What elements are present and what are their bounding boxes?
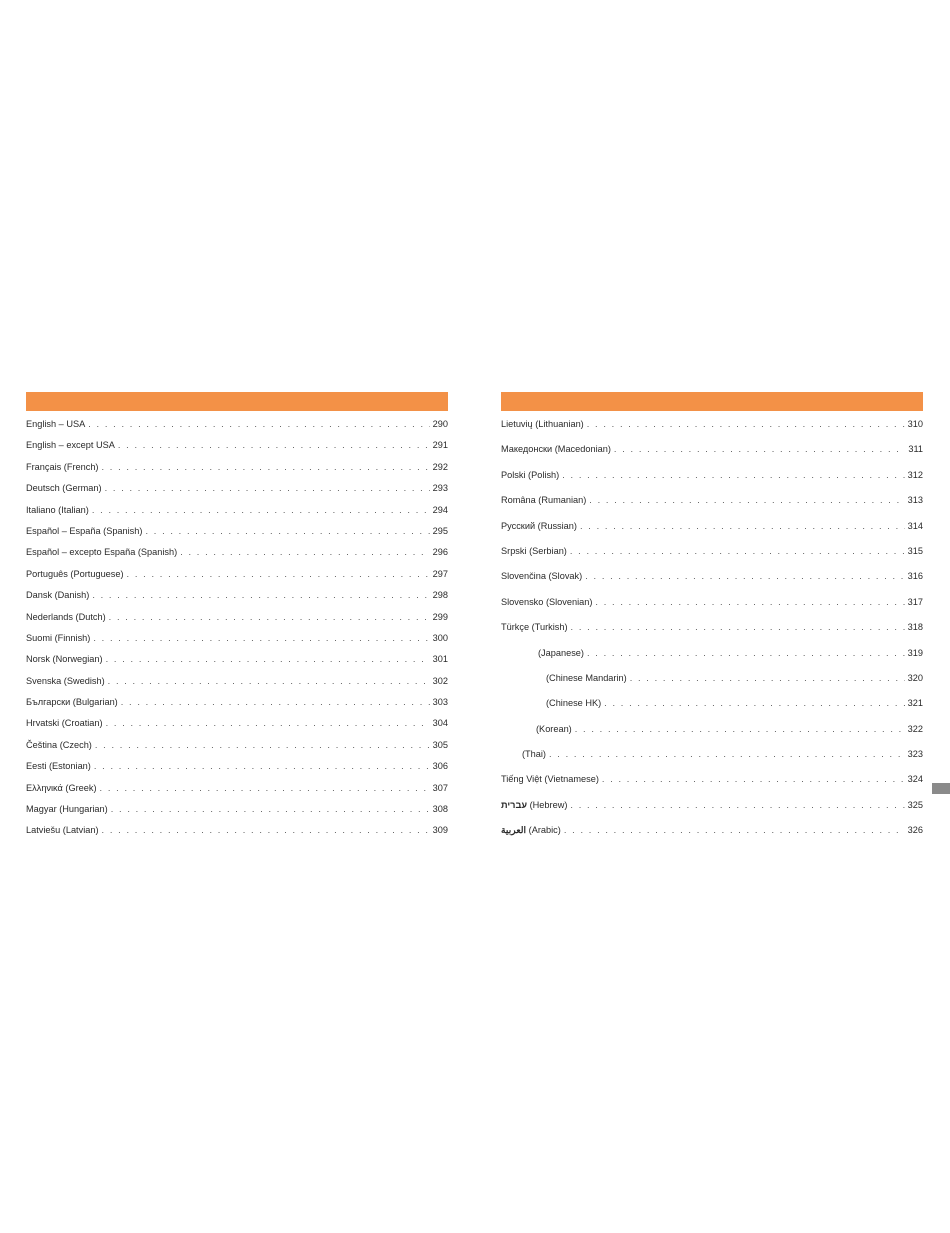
toc-entry[interactable] [26,439,448,451]
toc-entry-page-number: 301 [432,654,448,665]
toc-entry-label: Slovensko (Slovenian) [501,596,593,607]
toc-entry[interactable] [26,824,448,836]
toc-entry[interactable] [501,443,923,455]
toc-entry[interactable] [501,545,923,557]
toc-column-right [501,392,923,836]
toc-entry-page-number: 293 [432,483,448,494]
toc-entry[interactable] [26,568,448,580]
toc-entry[interactable] [501,748,923,760]
toc-entry[interactable] [26,461,448,473]
toc-entry-page-number: 324 [907,774,923,785]
toc-entry-label: Slovenčina (Slovak) [501,571,583,582]
toc-entry[interactable] [26,525,448,537]
toc-entry-label: Български (Bulgarian) [26,697,118,708]
toc-entry[interactable] [26,504,448,516]
toc-entry[interactable] [26,589,448,601]
dot-leader [145,525,429,537]
toc-entry[interactable] [26,418,448,430]
dot-leader [121,696,430,708]
toc-entry[interactable] [26,653,448,665]
header-band [26,392,448,411]
dot-leader [118,439,430,451]
toc-entry-label: Türkçe (Turkish) [501,622,568,633]
toc-entry[interactable] [501,773,923,785]
toc-entry-label: (Hebrew) [529,799,568,810]
toc-entry-page-number: 306 [432,761,448,772]
toc-entry[interactable] [501,469,923,481]
dot-leader [580,520,905,532]
toc-entry[interactable] [501,723,923,735]
toc-entry-label: Македонски (Macedonian) [501,444,611,455]
toc-entry-label: (Chinese Mandarin) [546,672,627,683]
header-band [501,392,923,411]
dot-leader [102,824,430,836]
toc-entry-page-number: 311 [908,444,923,455]
dot-leader [106,653,430,665]
dot-leader [575,723,905,735]
toc-entry-native-name: עברית [501,799,528,810]
toc-entry-label: Español – excepto España (Spanish) [26,547,178,558]
toc-list-left [26,418,448,836]
toc-entry[interactable] [26,803,448,815]
toc-entry[interactable] [26,717,448,729]
dot-leader [587,418,905,430]
dot-leader [92,504,430,516]
toc-entry-page-number: 318 [907,622,923,633]
dot-leader [602,773,905,785]
toc-entry-page-number: 320 [907,672,923,683]
toc-entry-page-number: 294 [432,504,448,515]
dot-leader [564,824,905,836]
toc-entry-label: (Korean) [536,723,572,734]
toc-entry[interactable] [26,675,448,687]
dot-leader [102,461,430,473]
dot-leader [562,469,904,481]
toc-entry-page-number: 322 [907,723,923,734]
toc-column-left [26,392,448,836]
toc-entry[interactable] [501,824,923,836]
toc-entry-page-number: 307 [432,782,448,793]
toc-entry-page-number: 323 [907,749,923,760]
toc-entry-page-number: 319 [907,647,923,658]
toc-entry-label: Suomi (Finnish) [26,632,91,643]
toc-entry[interactable] [26,632,448,644]
toc-entry-label: Svenska (Swedish) [26,675,105,686]
toc-entry-label: Latviešu (Latvian) [26,825,99,836]
toc-entry-label: (Thai) [522,749,546,760]
toc-entry-label: Português (Portuguese) [26,568,124,579]
dot-leader [589,494,904,506]
toc-entry[interactable] [501,621,923,633]
dot-leader [604,697,905,709]
toc-entry-page-number: 325 [907,799,923,810]
toc-entry-page-number: 302 [432,675,448,686]
toc-entry-label: Français (French) [26,461,99,472]
toc-entry-page-number: 315 [907,545,923,556]
toc-entry-label: Nederlands (Dutch) [26,611,106,622]
toc-entry-page-number: 292 [432,461,448,472]
dot-leader [94,760,430,772]
toc-entry-page-number: 295 [432,525,448,536]
toc-entry[interactable] [501,647,923,659]
toc-entry-label: Polski (Polish) [501,469,560,480]
toc-entry-label: Tiếng Việt (Vietnamese) [501,774,599,785]
toc-entry[interactable] [501,418,923,430]
toc-entry-label: Norsk (Norwegian) [26,654,103,665]
toc-entry-label: Русский (Russian) [501,520,577,531]
toc-entry-page-number: 326 [907,825,923,836]
toc-entry-page-number: 298 [432,590,448,601]
dot-leader [595,596,904,608]
dot-leader [127,568,430,580]
dot-leader [571,621,905,633]
toc-entry-label: Hrvatski (Croatian) [26,718,103,729]
toc-entry[interactable] [26,546,448,558]
toc-entry-page-number: 321 [907,698,923,709]
dot-leader [106,717,430,729]
toc-entry-label: (Arabic) [528,825,561,836]
dot-leader [570,545,905,557]
toc-entry-page-number: 305 [432,739,448,750]
toc-entry[interactable] [26,611,448,623]
toc-entry[interactable] [26,482,448,494]
toc-entry[interactable] [501,697,923,709]
dot-leader [100,782,430,794]
toc-entry-label: Lietuvių (Lithuanian) [501,419,584,429]
toc-entry[interactable] [26,696,448,708]
toc-entry-label: Srpski (Serbian) [501,545,567,556]
dot-leader [180,546,429,558]
toc-entry-page-number: 300 [432,632,448,643]
toc-entry-label: Español – España (Spanish) [26,525,143,536]
toc-entry-label: Čeština (Czech) [26,739,92,750]
toc-entry-page-number: 290 [432,419,448,429]
toc-entry-page-number: 303 [432,697,448,708]
toc-entry[interactable] [501,520,923,532]
dot-leader [93,632,429,644]
dot-leader [570,799,904,811]
toc-entry[interactable] [26,760,448,772]
toc-entry-page-number: 299 [432,611,448,622]
toc-entry-page-number: 304 [432,718,448,729]
toc-entry-page-number: 309 [432,825,448,836]
dot-leader [587,647,905,659]
toc-entry-label: Româna (Rumanian) [501,495,587,506]
toc-entry-page-number: 316 [907,571,923,582]
toc-entry[interactable] [501,799,923,811]
dot-leader [630,672,905,684]
toc-entry-page-number: 308 [432,804,448,815]
toc-entry-label: English – except USA [26,440,115,451]
dot-leader [585,570,904,582]
toc-entry[interactable] [501,570,923,582]
dot-leader [92,589,429,601]
dot-leader [88,418,429,430]
toc-entry-page-number: 296 [432,547,448,558]
toc-entry-page-number: 314 [907,520,923,531]
toc-entry-label: (Chinese HK) [546,698,602,709]
toc-entry-page-number: 317 [907,596,923,607]
toc-entry-label: Dansk (Danish) [26,590,90,601]
toc-entry-label: Italiano (Italian) [26,504,89,515]
toc-entry-label: Deutsch (German) [26,483,102,494]
dot-leader [111,803,430,815]
toc-entry-page-number: 312 [907,469,923,480]
toc-entry-native-name: العربية [501,825,527,836]
toc-entry[interactable] [501,672,923,684]
toc-entry-label: English – USA [26,419,86,429]
dot-leader [549,748,905,760]
toc-entry[interactable] [501,596,923,608]
dot-leader [109,611,430,623]
toc-entry[interactable] [501,494,923,506]
toc-entry-page-number: 297 [432,568,448,579]
section-tab-marker [932,783,950,794]
dot-leader [105,482,430,494]
toc-entry-page-number: 313 [907,495,923,506]
dot-leader [614,443,905,455]
toc-entry-page-number: 291 [432,440,448,451]
toc-entry-label: Eesti (Estonian) [26,761,91,772]
toc-entry-label: Magyar (Hungarian) [26,804,108,815]
dot-leader [108,675,430,687]
toc-entry-page-number: 310 [907,419,923,429]
toc-list-right [501,418,923,836]
toc-entry-label: Ελληνικά (Greek) [26,782,97,793]
dot-leader [95,739,430,751]
toc-entry[interactable] [26,782,448,794]
toc-entry-label: (Japanese) [538,647,584,658]
toc-entry[interactable] [26,739,448,751]
